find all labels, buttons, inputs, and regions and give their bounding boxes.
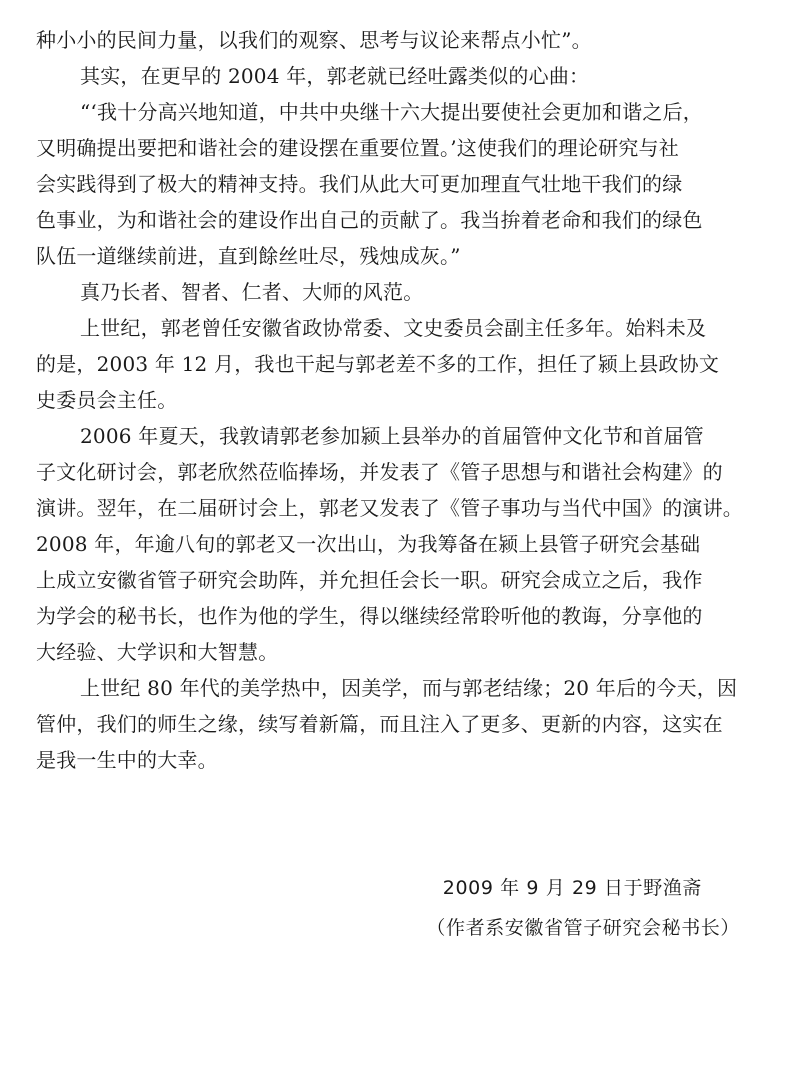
text-line: 色事业，为和谐社会的建设作出自己的贡献了。我当拚着老命和我们的绿色 <box>36 208 703 232</box>
text-line: 是我一生中的大幸。 <box>36 748 218 772</box>
paragraph-start: 上世纪，郭老曾任安徽省政协常委、文史委员会副主任多年。始料未及 <box>80 316 707 340</box>
paragraph-start: 2006 年夏天，我敦请郭老参加颍上县举办的首届管仲文化节和首届管 <box>80 424 704 448</box>
text-line: 又明确提出要把和谐社会的建设摆在重要位置。’这使我们的理论研究与社 <box>36 136 679 160</box>
text-line: 史委员会主任。 <box>36 388 178 412</box>
text-line: 种小小的民间力量，以我们的观察、思考与议论来帮点小忙”。 <box>36 28 592 52</box>
text-line: 子文化研讨会，郭老欣然莅临捧场，并发表了《管子思想与和谐社会构建》的 <box>36 460 723 484</box>
text-line: 管仲，我们的师生之缘，续写着新篇，而且注入了更多、更新的内容，这实在 <box>36 712 723 736</box>
author-note: （作者系安徽省管子研究会秘书长） <box>426 917 740 939</box>
paragraph-start: 真乃长者、智者、仁者、大师的风范。 <box>80 280 424 304</box>
paragraph-start: “‘我十分高兴地知道，中共中央继十六大提出要使社会更加和谐之后， <box>80 100 703 124</box>
text-line: 队伍一道继续前进，直到餘丝吐尽，残烛成灰。” <box>36 244 461 268</box>
document-page <box>36 22 764 939</box>
text-line: 大经验、大学识和大智慧。 <box>36 640 279 664</box>
text-line: 会实践得到了极大的精神支持。我们从此大可更加理直气壮地干我们的绿 <box>36 172 683 196</box>
text-line: 演讲。翌年，在二届研讨会上，郭老又发表了《管子事功与当代中国》的演讲。 <box>36 496 743 520</box>
text-line: 为学会的秘书长，也作为他的学生，得以继续经常聆听他的教诲，分享他的 <box>36 604 703 628</box>
paragraph-start: 其实，在更早的 2004 年，郭老就已经吐露类似的心曲： <box>80 64 590 88</box>
text-line: 的是，2003 年 12 月，我也干起与郭老差不多的工作，担任了颍上县政协文 <box>36 352 720 376</box>
text-line: 上成立安徽省管子研究会助阵，并允担任会长一职。研究会成立之后，我作 <box>36 568 703 592</box>
text-line: 2008 年，年逾八旬的郭老又一次出山，为我筹备在颍上县管子研究会基础 <box>36 532 701 556</box>
signature-date: 2009 年 9 月 29 日于野渔斋 <box>442 877 702 899</box>
paragraph-start: 上世纪 80 年代的美学热中，因美学，而与郭老结缘；20 年后的今天，因 <box>80 676 738 700</box>
